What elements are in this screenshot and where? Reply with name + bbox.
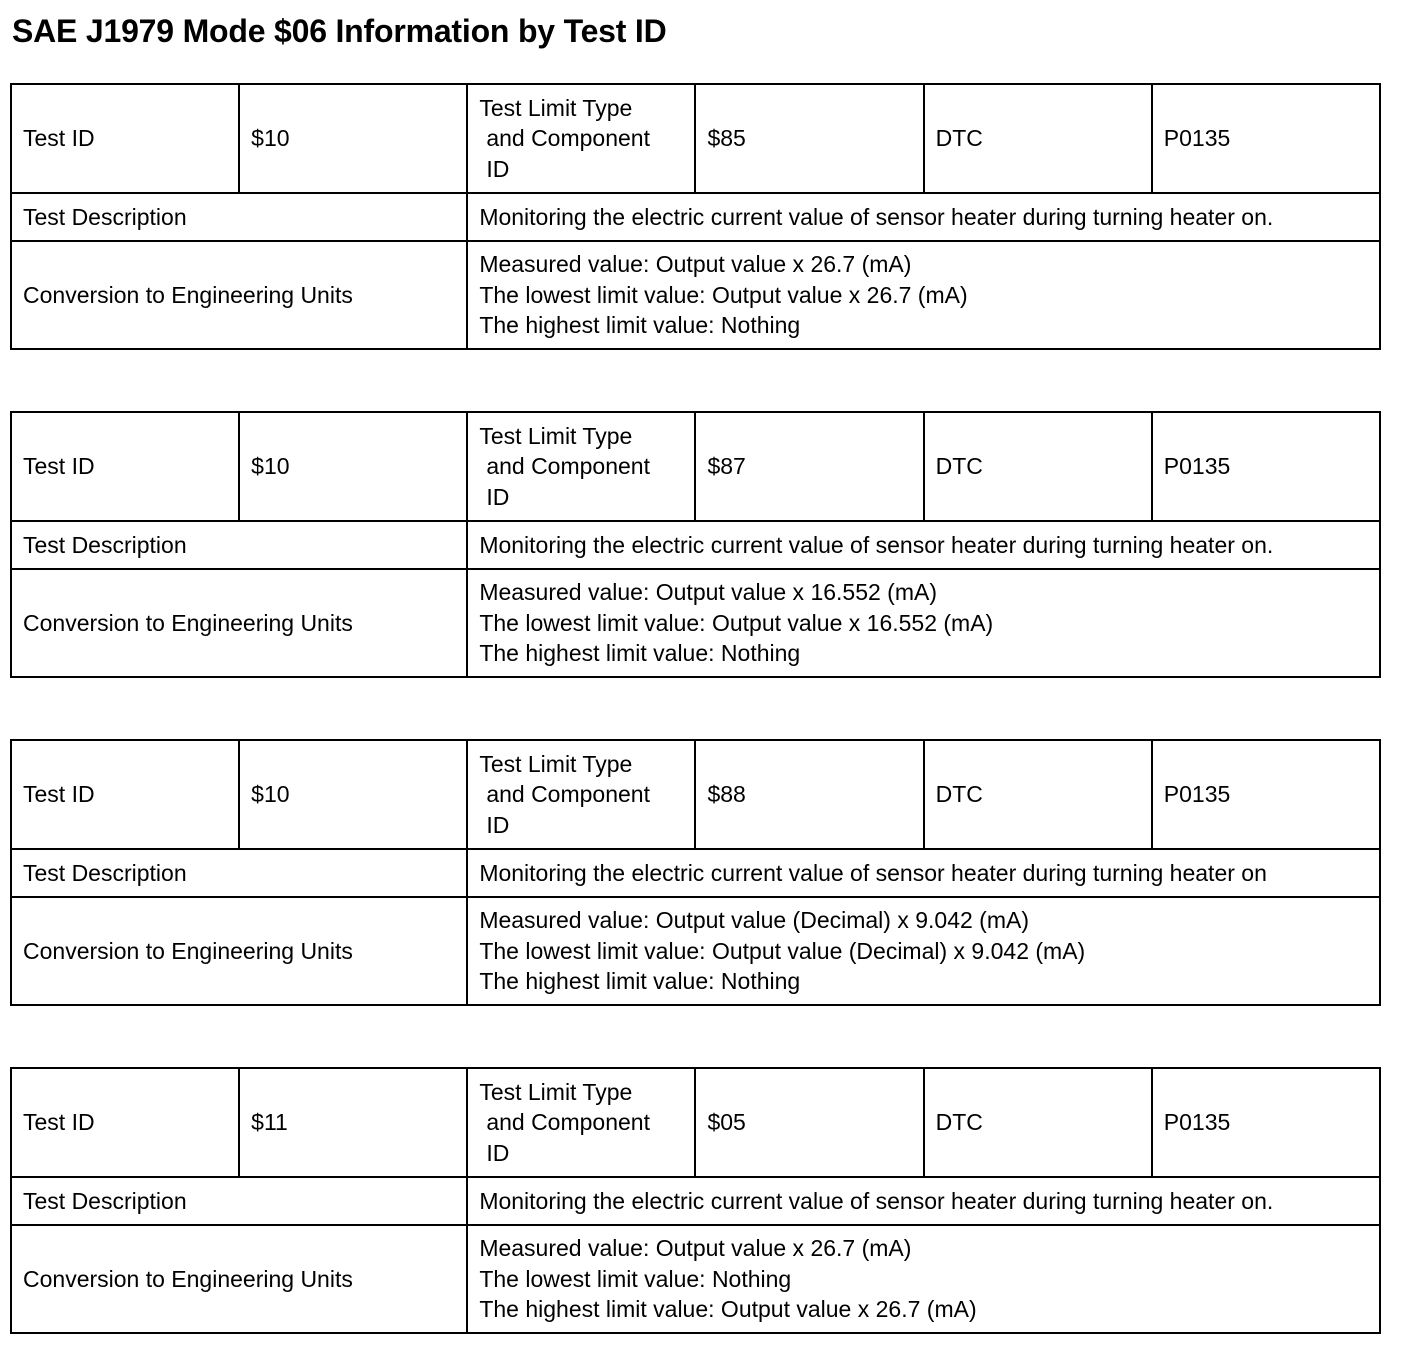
table-row-conversion <box>11 241 1380 349</box>
conversion-label: Conversion to Engineering Units <box>11 897 467 1005</box>
test-id-label: Test ID <box>11 740 239 849</box>
test-id-table-3 <box>10 739 1381 1006</box>
table-row-description <box>11 193 1380 241</box>
limit-type-label: Test Limit Type and Component ID <box>467 740 695 849</box>
table-row-header <box>11 740 1380 849</box>
test-id-value: $11 <box>239 1068 467 1177</box>
table-row-header <box>11 1068 1380 1177</box>
conversion-label: Conversion to Engineering Units <box>11 241 467 349</box>
limit-type-label: Test Limit Type and Component ID <box>467 84 695 193</box>
test-description-value: Monitoring the electric current value of sensor heater during turning heater on. <box>467 1177 1380 1225</box>
conversion-value: Measured value: Output value x 26.7 (mA) The lowest limit value: Nothing The highest limit value: Output value x 26.7 (mA) <box>467 1225 1380 1333</box>
conversion-label: Conversion to Engineering Units <box>11 1225 467 1333</box>
test-description-label: Test Description <box>11 521 467 569</box>
limit-type-value: $85 <box>695 84 923 193</box>
test-description-label: Test Description <box>11 193 467 241</box>
test-id-label: Test ID <box>11 1068 239 1177</box>
conversion-value: Measured value: Output value x 16.552 (mA) The lowest limit value: Output value x 16.552 (mA) The highest limit value: Nothing <box>467 569 1380 677</box>
table-row-conversion <box>11 1225 1380 1333</box>
test-description-value: Monitoring the electric current value of sensor heater during turning heater on. <box>467 521 1380 569</box>
limit-type-label: Test Limit Type and Component ID <box>467 412 695 521</box>
table-row-conversion <box>11 569 1380 677</box>
test-id-value: $10 <box>239 740 467 849</box>
limit-type-value: $88 <box>695 740 923 849</box>
table-row-description <box>11 521 1380 569</box>
dtc-label: DTC <box>924 412 1152 521</box>
test-id-table-2 <box>10 411 1381 678</box>
test-id-value: $10 <box>239 412 467 521</box>
conversion-value: Measured value: Output value (Decimal) x 9.042 (mA) The lowest limit value: Output value (Decimal) x 9.042 (mA) The highest limit value: Nothing <box>467 897 1380 1005</box>
dtc-label: DTC <box>924 1068 1152 1177</box>
limit-type-label: Test Limit Type and Component ID <box>467 1068 695 1177</box>
conversion-label: Conversion to Engineering Units <box>11 569 467 677</box>
table-row-header <box>11 84 1380 193</box>
table-row-conversion <box>11 897 1380 1005</box>
test-id-label: Test ID <box>11 412 239 521</box>
test-description-label: Test Description <box>11 849 467 897</box>
test-description-value: Monitoring the electric current value of sensor heater during turning heater on <box>467 849 1380 897</box>
dtc-value: P0135 <box>1152 412 1380 521</box>
test-id-table-4 <box>10 1067 1381 1334</box>
page-title: SAE J1979 Mode $06 Information by Test ID <box>12 13 667 49</box>
table-row-description <box>11 1177 1380 1225</box>
dtc-label: DTC <box>924 740 1152 849</box>
dtc-value: P0135 <box>1152 740 1380 849</box>
limit-type-value: $05 <box>695 1068 923 1177</box>
test-id-label: Test ID <box>11 84 239 193</box>
test-id-value: $10 <box>239 84 467 193</box>
test-description-label: Test Description <box>11 1177 467 1225</box>
conversion-value: Measured value: Output value x 26.7 (mA) The lowest limit value: Output value x 26.7 (mA) The highest limit value: Nothing <box>467 241 1380 349</box>
limit-type-value: $87 <box>695 412 923 521</box>
dtc-label: DTC <box>924 84 1152 193</box>
dtc-value: P0135 <box>1152 84 1380 193</box>
table-row-header <box>11 412 1380 521</box>
test-description-value: Monitoring the electric current value of sensor heater during turning heater on. <box>467 193 1380 241</box>
dtc-value: P0135 <box>1152 1068 1380 1177</box>
test-id-table-1 <box>10 83 1381 350</box>
table-row-description <box>11 849 1380 897</box>
